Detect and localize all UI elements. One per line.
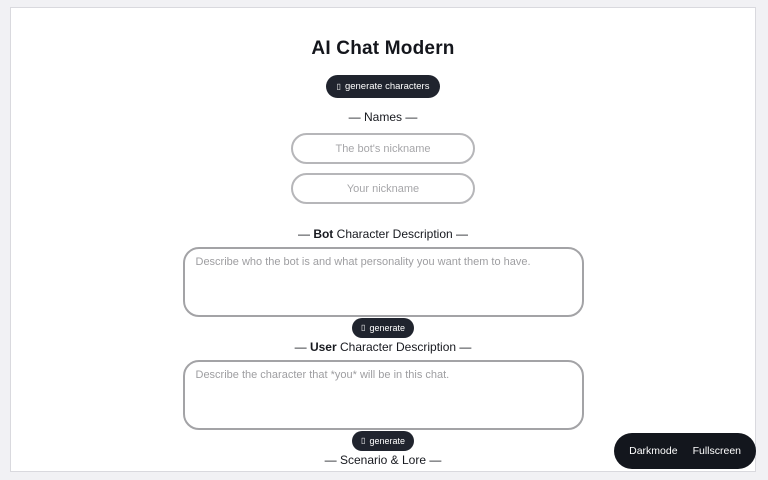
bot-heading-prefix: —: [297, 227, 314, 241]
generate-characters-label: generate characters: [344, 81, 430, 92]
dice-icon: ▯: [361, 323, 366, 332]
dice-icon: ▯: [361, 436, 366, 445]
bot-description-textarea[interactable]: [183, 247, 584, 317]
corner-menu: [614, 433, 756, 469]
user-heading-prefix: —: [294, 340, 310, 354]
dice-icon: ▯: [336, 81, 341, 91]
generate-user-label: generate: [369, 436, 405, 446]
bot-nickname-input[interactable]: [291, 133, 475, 164]
user-nickname-input[interactable]: [291, 173, 475, 204]
names-section-heading: — Names —: [348, 110, 418, 124]
generate-bot-label: generate: [369, 323, 405, 333]
bot-heading-bold: Bot: [313, 227, 334, 241]
user-heading-bold: User: [309, 340, 337, 354]
bot-description-heading: [11, 227, 755, 241]
fullscreen-toggle[interactable]: Fullscreen: [692, 445, 741, 457]
darkmode-toggle[interactable]: Darkmode: [629, 445, 678, 457]
generate-bot-description-button[interactable]: [352, 318, 414, 338]
user-description-heading: [11, 340, 755, 354]
scenario-section-heading: — Scenario & Lore —: [324, 453, 442, 467]
generate-characters-button[interactable]: [326, 75, 441, 98]
page-title: AI Chat Modern: [311, 38, 455, 59]
main-panel: [10, 7, 756, 472]
user-description-textarea[interactable]: [183, 360, 584, 430]
bot-heading-suffix: Character Description —: [333, 227, 469, 241]
user-heading-suffix: Character Description —: [336, 340, 472, 354]
generate-user-description-button[interactable]: [352, 431, 414, 451]
